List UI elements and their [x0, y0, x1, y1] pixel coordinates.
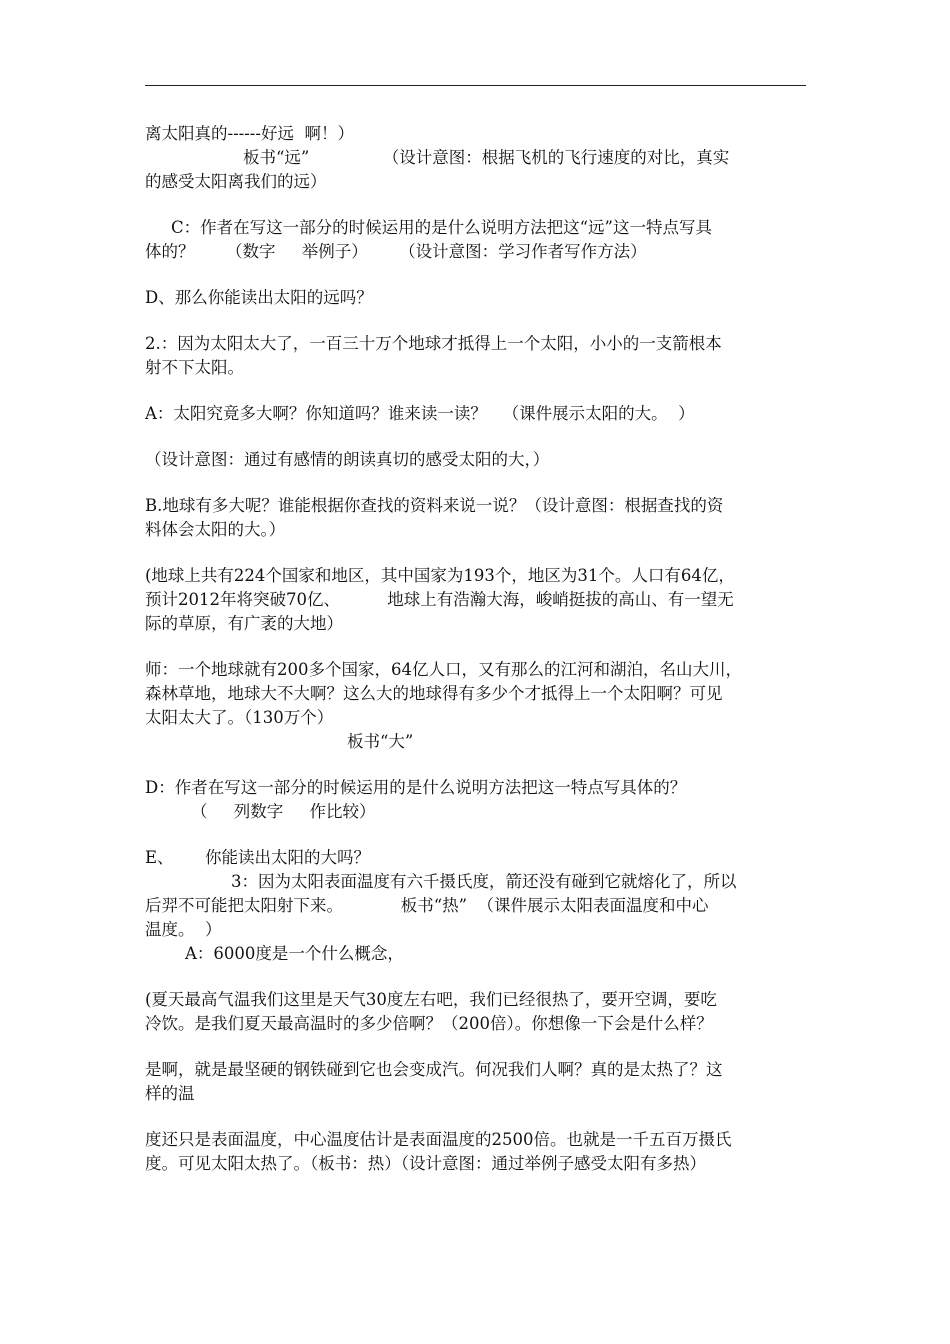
text-line: （ 列数字 作比较） [191, 802, 376, 821]
text-line: A：6000度是一个什么概念， [185, 944, 404, 963]
text-line: 3：因为太阳表面温度有六千摄氏度，箭还没有碰到它就熔化了，所以 [231, 872, 737, 891]
text-line: 温度。 ） [145, 920, 222, 939]
text-line: C：作者在写这一部分的时候运用的是什么说明方法把这“远”这一特点写具 [171, 218, 712, 237]
text-line: 际的草原，有广袤的大地） [145, 614, 343, 633]
text-line: 冷饮。是我们夏天最高温时的多少倍啊？（200倍）。你想像一下会是什么样？ [145, 1014, 713, 1033]
text-line: E、 你能读出太阳的大吗？ [145, 848, 371, 867]
text-line: A：太阳究竟多大啊？你知道吗？谁来读一读？ （课件展示太阳的大。 ） [145, 404, 695, 423]
text-line: 度。可见太阳太热了。（板书：热）（设计意图：通过举例子感受太阳有多热） [145, 1154, 706, 1173]
text-line: 板书“远” （设计意图：根据飞机的飞行速度的对比，真实 [243, 148, 730, 167]
text-line: 师：一个地球就有200多个国家，64亿人口，又有那么的江河和湖泊，名山大川， [145, 660, 742, 679]
text-line: （设计意图：通过有感情的朗读真切的感受太阳的大，） [145, 450, 550, 469]
text-line: 后羿不可能把太阳射下来。 板书“热” （课件展示太阳表面温度和中心 [145, 896, 709, 915]
text-line: 离太阳真的------好远 啊！） [145, 124, 354, 143]
text-line: B.地球有多大呢？谁能根据你查找的资料来说一说？（设计意图：根据查找的资 [145, 496, 724, 515]
text-line: 样的温 [145, 1084, 195, 1103]
text-line: D：作者在写这一部分的时候运用的是什么说明方法把这一特点写具体的？ [145, 778, 687, 797]
text-line: 预计2012年将突破70亿、 地球上有浩瀚大海，峻峭挺拔的高山、有一望无 [145, 590, 734, 609]
document-body [145, 122, 806, 1176]
header-rule [145, 85, 806, 86]
text-line: D、那么你能读出太阳的远吗？ [145, 288, 373, 307]
text-line: 射不下太阳。 [145, 358, 244, 377]
text-line: 料体会太阳的大。） [145, 520, 286, 539]
text-line: 森林草地，地球大不大啊？这么大的地球得有多少个才抵得上一个太阳啊？可见 [145, 684, 723, 703]
text-line: 板书“大” [347, 732, 414, 751]
text-line: 的感受太阳离我们的远） [145, 172, 327, 191]
text-line: 是啊，就是最坚硬的钢铁碰到它也会变成汽。何况我们人啊？真的是太热了？这 [145, 1060, 723, 1079]
text-line: (夏天最高气温我们这里是天气30度左右吧，我们已经很热了，要开空调，要吃 [145, 990, 717, 1009]
text-line: (地球上共有224个国家和地区，其中国家为193个，地区为31个。人口有64亿， [145, 566, 735, 585]
text-line: 体的？ （数字 举例子） （设计意图：学习作者写作方法） [145, 242, 647, 261]
text-line: 太阳太大了。（130万个） [145, 708, 334, 727]
text-line: 2.：因为太阳太大了，一百三十万个地球才抵得上一个太阳，小小的一支箭根本 [145, 334, 722, 353]
text-line: 度还只是表面温度，中心温度估计是表面温度的2500倍。也就是一千五百万摄氏 [145, 1130, 732, 1149]
